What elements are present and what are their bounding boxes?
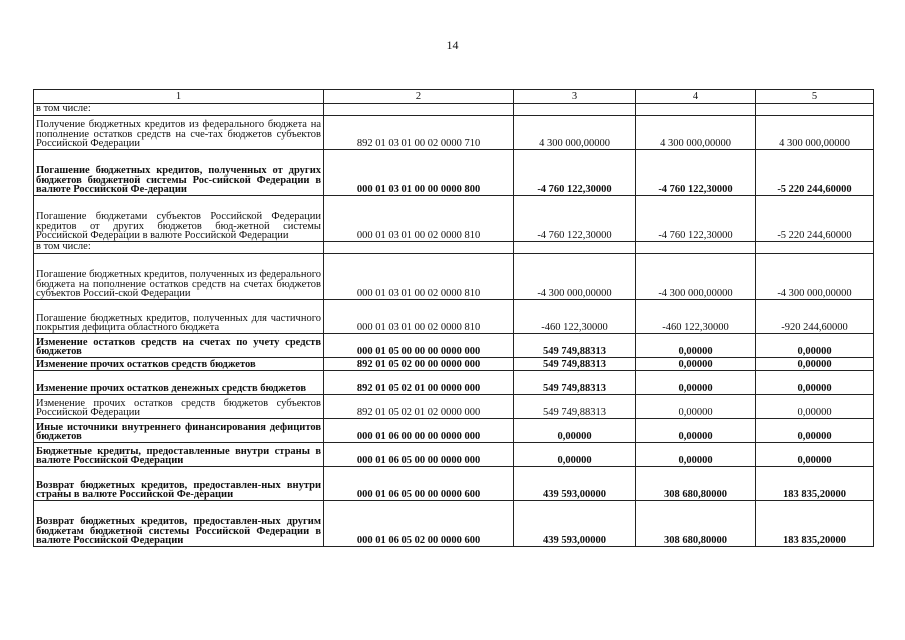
cell-name: Погашение бюджетных кредитов, полученных из федерального бюджета на пополнение остатков средств на счетах бюджетов субъектов Россий-ской Федерации xyxy=(34,254,324,300)
cell-code: 000 01 03 01 00 02 0000 810 xyxy=(324,196,514,242)
cell-v5: 0,00000 xyxy=(756,371,874,395)
cell-v4: -4 300 000,00000 xyxy=(636,254,756,300)
cell-code: 000 01 06 00 00 00 0000 000 xyxy=(324,419,514,443)
cell-code: 000 01 03 01 00 02 0000 810 xyxy=(324,300,514,334)
cell-v5: 183 835,20000 xyxy=(756,467,874,501)
cell-name: Изменение остатков средств на счетах по учету средств бюджетов xyxy=(34,334,324,358)
cell-name: Возврат бюджетных кредитов, предоставлен-ных другим бюджетам бюджетной системы Российской Федерации в валюте Российской Федерации xyxy=(34,501,324,547)
table-row xyxy=(34,334,874,358)
table-row xyxy=(34,242,874,254)
table-row xyxy=(34,419,874,443)
cell-v5: 4 300 000,00000 xyxy=(756,116,874,150)
cell-v3: -4 760 122,30000 xyxy=(514,196,636,242)
cell-code: 000 01 06 05 00 00 0000 600 xyxy=(324,467,514,501)
header-cell: 3 xyxy=(514,90,636,104)
cell-v5: 0,00000 xyxy=(756,419,874,443)
cell-name: Бюджетные кредиты, предоставленные внутри страны в валюте Российской Федерации xyxy=(34,443,324,467)
cell-code: 000 01 06 05 00 00 0000 000 xyxy=(324,443,514,467)
cell-name: Погашение бюджетами субъектов Российской Федерации кредитов от других бюджетов бюд-жетной системы Российской Федерации в валюте Российской Федерации xyxy=(34,196,324,242)
table-row xyxy=(34,300,874,334)
cell-name: Изменение прочих остатков средств бюджетов субъектов Российской Федерации xyxy=(34,395,324,419)
cell-v3: -4 300 000,00000 xyxy=(514,254,636,300)
header-row xyxy=(34,90,874,104)
cell-v3: 549 749,88313 xyxy=(514,358,636,371)
cell-v5 xyxy=(756,242,874,254)
cell-v4: 0,00000 xyxy=(636,371,756,395)
cell-v4: -460 122,30000 xyxy=(636,300,756,334)
cell-v5: -4 300 000,00000 xyxy=(756,254,874,300)
cell-v4: 0,00000 xyxy=(636,443,756,467)
cell-v5: -5 220 244,60000 xyxy=(756,196,874,242)
cell-code: 000 01 05 00 00 00 0000 000 xyxy=(324,334,514,358)
cell-v4: 308 680,80000 xyxy=(636,467,756,501)
cell-v3 xyxy=(514,104,636,116)
header-cell: 5 xyxy=(756,90,874,104)
cell-v4 xyxy=(636,104,756,116)
cell-code: 892 01 03 01 00 02 0000 710 xyxy=(324,116,514,150)
cell-v5: 183 835,20000 xyxy=(756,501,874,547)
table-row xyxy=(34,443,874,467)
cell-name: в том числе: xyxy=(34,242,324,254)
table-row xyxy=(34,104,874,116)
cell-v5: 0,00000 xyxy=(756,334,874,358)
cell-v4: 308 680,80000 xyxy=(636,501,756,547)
cell-v3: 549 749,88313 xyxy=(514,371,636,395)
cell-code: 892 01 05 02 01 00 0000 000 xyxy=(324,371,514,395)
cell-v3: -4 760 122,30000 xyxy=(514,150,636,196)
table-row xyxy=(34,395,874,419)
table-row xyxy=(34,196,874,242)
cell-code: 892 01 05 02 00 00 0000 000 xyxy=(324,358,514,371)
cell-name: Иные источники внутреннего финансирования дефицитов бюджетов xyxy=(34,419,324,443)
budget-table xyxy=(33,89,874,547)
cell-v3: 439 593,00000 xyxy=(514,501,636,547)
cell-v4 xyxy=(636,242,756,254)
cell-v3: 439 593,00000 xyxy=(514,467,636,501)
cell-v5: 0,00000 xyxy=(756,358,874,371)
table-row xyxy=(34,371,874,395)
table-row xyxy=(34,254,874,300)
table-row xyxy=(34,116,874,150)
table-row xyxy=(34,150,874,196)
cell-name: в том числе: xyxy=(34,104,324,116)
cell-v4: 0,00000 xyxy=(636,419,756,443)
cell-code: 892 01 05 02 01 02 0000 000 xyxy=(324,395,514,419)
cell-v5: 0,00000 xyxy=(756,395,874,419)
cell-v3: 4 300 000,00000 xyxy=(514,116,636,150)
cell-code xyxy=(324,242,514,254)
table-row xyxy=(34,467,874,501)
cell-v4: -4 760 122,30000 xyxy=(636,196,756,242)
cell-v5: 0,00000 xyxy=(756,443,874,467)
cell-name: Возврат бюджетных кредитов, предоставлен-ных внутри страны в валюте Российской Фе-дерации xyxy=(34,467,324,501)
cell-v4: -4 760 122,30000 xyxy=(636,150,756,196)
cell-v4: 0,00000 xyxy=(636,358,756,371)
cell-code xyxy=(324,104,514,116)
header-cell: 4 xyxy=(636,90,756,104)
cell-name: Изменение прочих остатков денежных средств бюджетов xyxy=(34,371,324,395)
cell-name: Изменение прочих остатков средств бюджетов xyxy=(34,358,324,371)
cell-v3: 0,00000 xyxy=(514,419,636,443)
cell-name: Погашение бюджетных кредитов, полученных от других бюджетов бюджетной системы Рос-сийской Федерации в валюте Российской Фе-дерации xyxy=(34,150,324,196)
cell-v4: 4 300 000,00000 xyxy=(636,116,756,150)
cell-v5 xyxy=(756,104,874,116)
header-cell: 2 xyxy=(324,90,514,104)
page-number: 14 xyxy=(446,38,459,52)
cell-v3 xyxy=(514,242,636,254)
cell-v5: -920 244,60000 xyxy=(756,300,874,334)
cell-code: 000 01 03 01 00 00 0000 800 xyxy=(324,150,514,196)
cell-v4: 0,00000 xyxy=(636,395,756,419)
cell-name: Получение бюджетных кредитов из федерального бюджета на пополнение остатков средств на сче-тах бюджетов субъектов Российской Федерации xyxy=(34,116,324,150)
cell-name: Погашение бюджетных кредитов, полученных для частичного покрытия дефицита областного бюджета xyxy=(34,300,324,334)
header-cell: 1 xyxy=(34,90,324,104)
cell-v3: 0,00000 xyxy=(514,443,636,467)
cell-v3: 549 749,88313 xyxy=(514,334,636,358)
cell-v3: 549 749,88313 xyxy=(514,395,636,419)
cell-v3: -460 122,30000 xyxy=(514,300,636,334)
table-row xyxy=(34,358,874,371)
cell-code: 000 01 03 01 00 02 0000 810 xyxy=(324,254,514,300)
cell-v5: -5 220 244,60000 xyxy=(756,150,874,196)
table-row xyxy=(34,501,874,547)
cell-v4: 0,00000 xyxy=(636,334,756,358)
cell-code: 000 01 06 05 02 00 0000 600 xyxy=(324,501,514,547)
